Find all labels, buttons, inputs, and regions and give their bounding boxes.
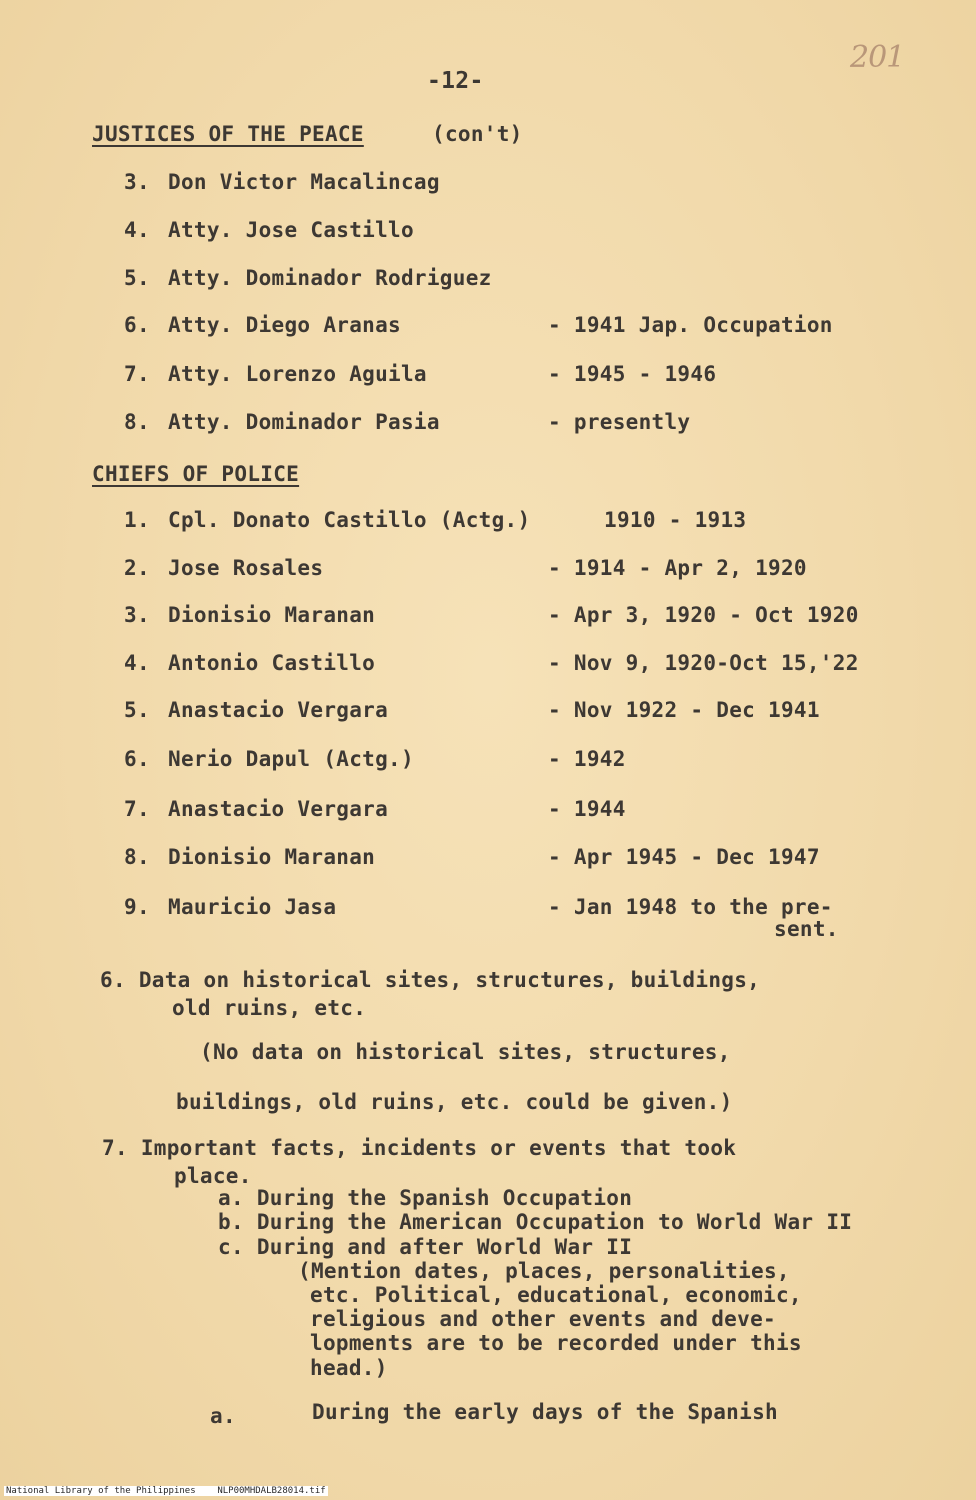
section-7-sub-c: c. During and after World War II	[218, 1235, 633, 1259]
chief-row	[0, 797, 976, 837]
justice-row	[0, 362, 976, 402]
list-number: 7.	[124, 362, 150, 386]
list-number: 8.	[124, 845, 150, 869]
section-6-note-1: (No data on historical sites, structures,	[200, 1040, 731, 1064]
section-7-paren-1: (Mention dates, places, personalities,	[298, 1259, 790, 1283]
chief-row	[0, 845, 976, 885]
chief-row	[0, 895, 976, 945]
justice-row	[0, 410, 976, 450]
justice-name: Atty. Diego Aranas	[168, 313, 401, 337]
page-number: -12-	[427, 68, 484, 94]
justice-date: - 1941 Jap. Occupation	[548, 313, 833, 337]
handwritten-page-number: 201	[850, 40, 905, 75]
chief-row	[0, 747, 976, 787]
section-7-paren-5: head.)	[310, 1356, 388, 1380]
section-7-line-1: 7. Important facts, incidents or events that took	[102, 1136, 737, 1160]
list-number: 7.	[124, 797, 150, 821]
section-7-paren-3: religious and other events and deve-	[310, 1307, 776, 1331]
chief-row	[0, 556, 976, 596]
chief-row	[0, 698, 976, 738]
justice-name: Atty. Dominador Rodriguez	[168, 266, 492, 290]
section-7-sub-b: b. During the American Occupation to World War II	[218, 1210, 853, 1234]
section-7-sub-a: a. During the Spanish Occupation	[218, 1186, 633, 1210]
chief-term: - 1942	[548, 747, 626, 771]
list-number: 1.	[124, 508, 150, 532]
list-number: 6.	[124, 747, 150, 771]
chiefs-heading: CHIEFS OF POLICE	[92, 462, 300, 486]
list-number: 9.	[124, 895, 150, 919]
justice-name: Atty. Jose Castillo	[168, 218, 414, 242]
justices-heading-suffix: (con't)	[432, 122, 523, 146]
justice-name: Atty. Lorenzo Aguila	[168, 362, 427, 386]
list-number: 3.	[124, 170, 150, 194]
justice-name: Don Victor Macalincag	[168, 170, 440, 194]
chief-term: - 1914 - Apr 2, 1920	[548, 556, 807, 580]
list-number: 5.	[124, 266, 150, 290]
justices-heading: JUSTICES OF THE PEACE	[92, 122, 364, 146]
chief-term: - Apr 3, 1920 - Oct 1920	[548, 603, 859, 627]
chief-term: - Apr 1945 - Dec 1947	[548, 845, 820, 869]
list-number: 8.	[124, 410, 150, 434]
section-7-paren-2: etc. Political, educational, economic,	[310, 1283, 802, 1307]
list-number: 3.	[124, 603, 150, 627]
chief-name: Anastacio Vergara	[168, 698, 389, 722]
section-6-note-2: buildings, old ruins, etc. could be given.)	[176, 1090, 733, 1114]
chief-name: Mauricio Jasa	[168, 895, 337, 919]
chief-row	[0, 603, 976, 643]
chief-name: Anastacio Vergara	[168, 797, 389, 821]
section-6-line-2: old ruins, etc.	[172, 996, 367, 1020]
section-7-paren-4: lopments are to be recorded under this	[310, 1331, 802, 1355]
list-number: 2.	[124, 556, 150, 580]
justice-row	[0, 218, 976, 258]
justice-row	[0, 170, 976, 210]
list-number: 5.	[124, 698, 150, 722]
chief-row	[0, 651, 976, 691]
section-7-final-label: a.	[210, 1404, 236, 1428]
chief-name: Jose Rosales	[168, 556, 324, 580]
chief-term: - Nov 9, 1920-Oct 15,'22	[548, 651, 859, 675]
section-7-line-2: place.	[174, 1164, 252, 1188]
justice-date: - presently	[548, 410, 691, 434]
chief-row	[0, 508, 976, 548]
chief-name: Cpl. Donato Castillo (Actg.)	[168, 508, 531, 532]
section-6-line-1: 6. Data on historical sites, structures, buildings,	[100, 968, 761, 992]
list-number: 4.	[124, 651, 150, 675]
section-7-final-text: During the early days of the Spanish	[312, 1400, 778, 1424]
justice-row	[0, 266, 976, 306]
chief-name: Dionisio Maranan	[168, 603, 376, 627]
chief-term-continued: sent.	[774, 917, 839, 941]
justice-name: Atty. Dominador Pasia	[168, 410, 440, 434]
chief-name: Antonio Castillo	[168, 651, 376, 675]
archive-footer: National Library of the Philippines NLP00MHDALB28014.tif	[6, 1486, 326, 1496]
justice-row	[0, 313, 976, 353]
chief-name: Dionisio Maranan	[168, 845, 376, 869]
justice-date: - 1945 - 1946	[548, 362, 717, 386]
list-number: 4.	[124, 218, 150, 242]
list-number: 6.	[124, 313, 150, 337]
chief-name: Nerio Dapul (Actg.)	[168, 747, 414, 771]
chief-term: - Nov 1922 - Dec 1941	[548, 698, 820, 722]
chief-term: - Jan 1948 to the pre-	[548, 895, 833, 919]
chief-term: - 1944	[548, 797, 626, 821]
chief-term: 1910 - 1913	[604, 508, 747, 532]
